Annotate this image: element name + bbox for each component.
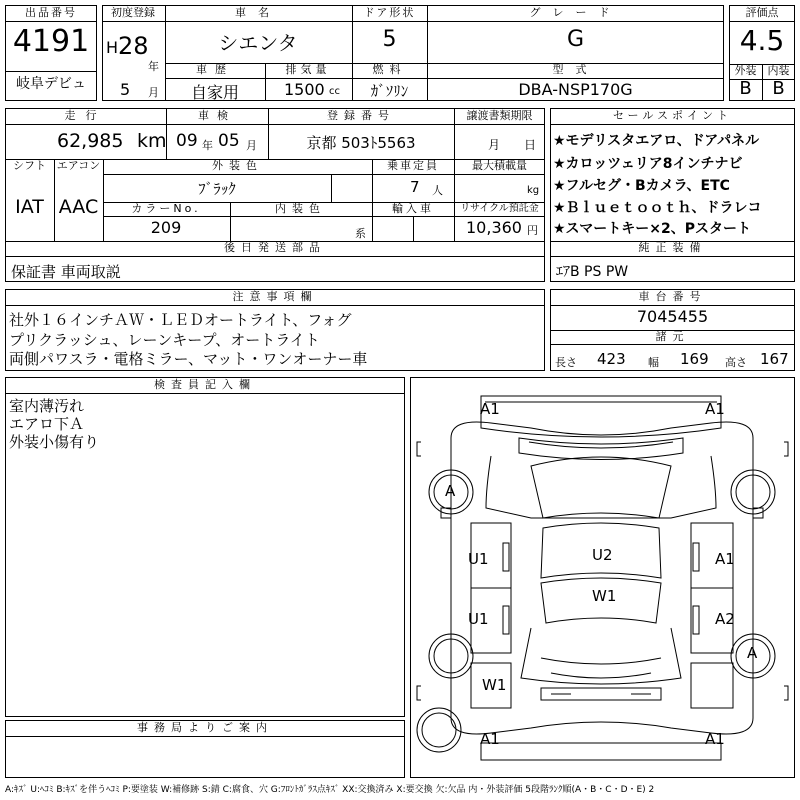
transfer-month: 月 [488, 138, 501, 152]
damage-rear-right: A1 [705, 730, 725, 748]
score-value: 4.5 [739, 24, 785, 57]
first-reg-year: 28 [118, 32, 149, 60]
sales-point: ★Ｂｌｕｅｔｏｏｔｈ、ドラレコ [553, 200, 762, 216]
transfer-label: 譲渡書類期限 [466, 109, 533, 122]
mileage-value: 62,985 [57, 130, 124, 152]
load-unit: kg [527, 185, 540, 196]
sales-point: ★カロッツェリア8インチナビ [553, 156, 743, 172]
first-reg-month: 5 [120, 80, 131, 99]
insp-year-unit: 年 [202, 139, 213, 152]
damage-rear-quarter: W1 [482, 676, 507, 694]
damage-wheel-rr: A [747, 644, 758, 662]
width-label: 幅 [648, 356, 659, 369]
aircon-value: AAC [58, 196, 99, 218]
damage-door-rl: U1 [468, 610, 489, 628]
grade-label: グレード [529, 6, 622, 19]
capacity-unit: 人 [432, 184, 443, 197]
displacement-label: 排気量 [285, 63, 331, 76]
chassis-number: 7045455 [636, 307, 709, 326]
ext-color-label: 外装色 [212, 159, 263, 172]
recycle-unit: 円 [527, 224, 538, 237]
fuel-label: 燃料 [372, 63, 407, 76]
height-value: 167 [760, 350, 789, 368]
fuel-value: ｶﾞｿﾘﾝ [370, 82, 409, 100]
aircon-label: エアコン [56, 159, 101, 172]
lot-number: 4191 [12, 24, 90, 59]
sales-point: ★モデリスタエアロ、ドアパネル [553, 133, 760, 149]
name-label: 車名 [235, 6, 281, 19]
transfer-day: 日 [524, 138, 537, 152]
history-value: 自家用 [190, 83, 239, 102]
km-unit: km [137, 130, 167, 152]
shift-value: IAT [15, 196, 44, 218]
inspection-label: 車検 [198, 109, 236, 122]
sales-label: セールスポイント [612, 109, 732, 122]
height-label: 高さ [725, 356, 747, 369]
int-grade: B [772, 78, 785, 99]
door-label: ドア形状 [363, 6, 416, 19]
width-value: 169 [680, 350, 709, 368]
insp-month: 05 [218, 131, 240, 151]
damage-front-left: A1 [480, 400, 500, 418]
sales-point: ★フルセグ・Bカメラ、ETC [553, 178, 730, 194]
ext-label: 外装 [734, 64, 757, 77]
grade-value: G [566, 27, 585, 52]
import-label: 輸入車 [392, 202, 434, 215]
int-color-label: 内装色 [275, 202, 326, 215]
color-no-label: カラーNo. [131, 202, 201, 215]
debut-label: 岐阜デビュ [16, 76, 86, 92]
damage-rear-left: A1 [480, 730, 500, 748]
displacement-value: 1500 [284, 80, 325, 99]
later-value: 保証書 車両取説 [11, 263, 121, 281]
length-label: 長さ [555, 356, 577, 369]
inspector-label: 検査員記入欄 [154, 378, 256, 391]
era: H [106, 38, 119, 57]
plate-value: 京都 503ﾄ5563 [306, 134, 416, 152]
sales-point: ★スマートキー×2、Pスタート [553, 221, 752, 237]
notes-line: 両側パワスラ・電格ミラー、マット・ワンオーナー車 [9, 350, 368, 368]
history-label: 車歴 [196, 63, 234, 76]
damage-door-fr: A1 [715, 550, 735, 568]
int-label: 内装 [767, 64, 790, 77]
length-value: 423 [597, 350, 626, 368]
office-label: 事務局よりご案内 [137, 721, 273, 734]
first-reg-label: 初度登録 [111, 6, 155, 19]
equip-value: ｴｱB PS PW [556, 264, 629, 280]
door-value: 5 [382, 27, 397, 52]
recycle-label: リサイクル預託金 [460, 203, 539, 214]
equip-label: 純正装備 [638, 241, 707, 254]
inspector-line: エアロ下Ａ [9, 415, 85, 433]
inspector-line: 室内薄汚れ [9, 397, 85, 415]
spec-label: 諸元 [655, 330, 690, 343]
damage-front-right: A1 [705, 400, 725, 418]
cc-unit: cc [329, 86, 340, 97]
chassis-label: 車台番号 [638, 290, 707, 303]
later-label: 後日発送部品 [224, 241, 326, 254]
plate-label: 登録番号 [327, 109, 395, 122]
model-label: 型式 [552, 63, 599, 76]
car-diagram [410, 377, 795, 778]
notes-line: プリクラッシュ、レーンキープ、オートライト [9, 331, 320, 349]
legend-text: A:ｷｽﾞ U:ﾍｺﾐ B:ｷｽﾞを伴うﾍｺﾐ P:要塗装 W:補修跡 S:錆 C:腐食、穴 G:ﾌﾛﾝﾄｶﾞﾗｽ点ｷｽﾞ XX:交換済み X:要交換 欠:欠品 内・外装評価 5段階ﾗﾝｸ順(A・B・C・D・E) 2 [5, 785, 655, 795]
damage-roof: U2 [592, 546, 613, 564]
lot-label: 出品番号 [25, 6, 77, 19]
damage-windshield: W1 [592, 587, 617, 605]
capacity-value: 7 [410, 178, 420, 196]
inspector-line: 外装小傷有り [9, 433, 100, 451]
score-label: 評価点 [745, 6, 779, 19]
damage-wheel-fl: A [445, 482, 456, 500]
month-unit: 月 [148, 86, 159, 99]
color-no-value: 209 [150, 218, 182, 237]
damage-door-fl: U1 [468, 550, 489, 568]
load-label: 最大積載量 [472, 159, 527, 172]
int-color-unit: 系 [355, 227, 366, 240]
ext-grade: B [739, 78, 752, 99]
insp-month-unit: 月 [246, 139, 257, 152]
mileage-label: 走行 [64, 109, 107, 122]
damage-door-rr: A2 [715, 610, 735, 628]
insp-year: 09 [176, 131, 198, 151]
notes-line: 社外１６インチＡＷ・ＬＥＤオートライト、フォグ [9, 311, 352, 329]
year-unit: 年 [148, 60, 159, 73]
car-name: シエンタ [218, 31, 298, 55]
capacity-label: 乗車定員 [387, 159, 439, 172]
notes-label: 注意事項欄 [232, 290, 318, 303]
recycle-value: 10,360 [466, 218, 522, 237]
shift-label: シフト [13, 159, 46, 172]
ext-color-value: ﾌﾞﾗｯｸ [198, 180, 236, 198]
model-value: DBA-NSP170G [518, 80, 633, 99]
